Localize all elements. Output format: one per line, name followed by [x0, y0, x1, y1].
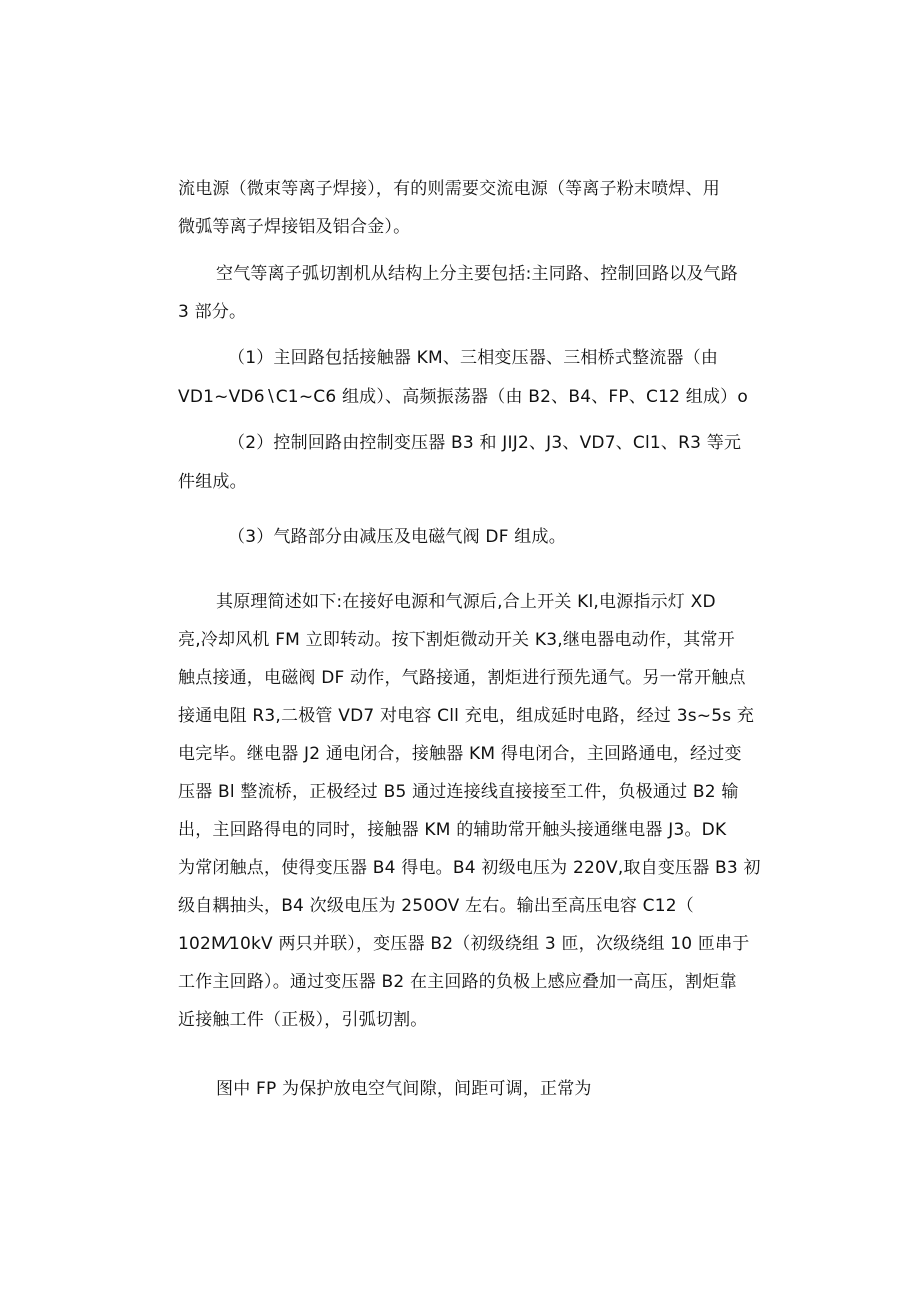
text-line: VD1~VD6∖C1~C6 组成）、高频振荡器（由 B2、B4、FP、C12 组成）o: [178, 387, 748, 407]
text-line: 图中 FP 为保护放电空气间隙，间距可调，正常为: [216, 1079, 592, 1099]
text-line: 微弧等离子焊接铝及铝合金）。: [178, 217, 411, 237]
text-line: 件组成。: [178, 472, 247, 492]
text-line: 其原理简述如下:在接好电源和气源后,合上开关 Kl,电源指示灯 XD: [216, 592, 716, 612]
text-line: 102M⁄10kV 两只并联），变压器 B2（初级绕组 3 匝，次级绕组 10 匝串于: [178, 934, 750, 954]
text-line: 工作主回路）。通过变压器 B2 在主回路的负极上感应叠加一高压，割炬靠: [178, 972, 737, 992]
text-line: （3）气路部分由减压及电磁气阀 DF 组成。: [228, 527, 566, 547]
text-line: 为常闭触点，使得变压器 B4 得电。B4 初级电压为 220V,取自变压器 B3 初: [178, 858, 761, 878]
text-line: 空气等离子弧切割机从结构上分主要包括:主同路、控制回路以及气路: [216, 264, 738, 284]
text-line: 触点接通，电磁阀 DF 动作，气路接通，割炬进行预先通气。另一常开触点: [178, 668, 746, 688]
text-line: 亮,冷却风机 FM 立即转动。按下割炬微动开关 K3,继电器电动作，其常开: [178, 630, 735, 650]
text-line: 3 部分。: [178, 302, 247, 322]
text-line: 流电源（微束等离子焊接），有的则需要交流电源（等离子粉末喷焊、用: [178, 179, 720, 199]
text-line: 级自耦抽头，B4 次级电压为 250OV 左右。输出至高压电容 C12（: [178, 896, 694, 916]
text-line: 出，主回路得电的同时，接触器 KM 的辅助常开触头接通继电器 J3。DK: [178, 820, 727, 840]
text-line: 电完毕。继电器 J2 通电闭合，接触器 KM 得电闭合，主回路通电，经过变: [178, 744, 742, 764]
text-line: 压器 Bl 整流桥，正极经过 B5 通过连接线直接接至工件，负极通过 B2 输: [178, 782, 739, 802]
text-line: 近接触工件（正极），引弧切割。: [178, 1010, 428, 1030]
text-line: （1）主回路包括接触器 KM、三相变压器、三相桥式整流器（由: [228, 348, 719, 368]
text-line: 接通电阻 R3,二极管 VD7 对电容 Cll 充电，组成延时电路，经过 3s~5s 充: [178, 706, 755, 726]
text-line: （2）控制回路由控制变压器 B3 和 JIJ2、J3、VD7、Cl1、R3 等元: [228, 433, 742, 453]
